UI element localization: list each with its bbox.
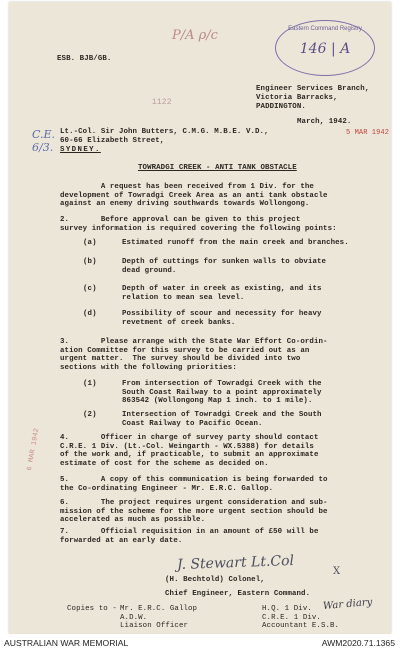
copies-left-list: Mr. E.R.C. Gallop A.D.W. Liaison Officer: [120, 605, 198, 631]
signatory-title: Chief Engineer, Eastern Command.: [165, 590, 311, 598]
registry-stamp: [275, 20, 375, 76]
letter-date: March, 1942.: [297, 118, 352, 126]
item-d-label: (d): [83, 310, 97, 318]
registry-stamp-text: Eastern Command Registry: [288, 26, 362, 32]
paragraph-7: 7. Official requisition in an amount of £50 will be forwarded at an early date.: [60, 528, 319, 545]
file-number: 1122: [152, 98, 172, 107]
paragraph-6: 6. The project requires urgent consideration and sub- mission of the scheme for the more urgent section should be accelerated as much as possible.: [60, 499, 328, 525]
item-b-text: Depth of cuttings for sunken walls to obviate dead ground.: [122, 258, 327, 275]
item-a-label: (a): [83, 239, 97, 247]
subject-heading: TOWRADGI CREEK - ANTI TANK OBSTACLE: [138, 164, 297, 172]
footer-right-text: AWM2020.71.1365: [321, 638, 395, 648]
x-mark: X: [333, 566, 341, 577]
footer-left-text: AUSTRALIAN WAR MEMORIAL: [4, 638, 129, 648]
margin-note: C.E. 6/3.: [32, 128, 56, 154]
addressee-line-2: 60-66 Elizabeth Street,: [60, 137, 165, 145]
addressee-line-3: SYDNEY.: [60, 146, 101, 154]
paragraph-3: 3. Please arrange with the State War Effort Co-ordin- ation Committee for this survey to be carried out as an urgent matter. The survey should be divided into two sections with the following priorities:: [60, 338, 328, 372]
side-date-stamp: 6 MAR 1942: [26, 427, 42, 472]
document-sheet: [9, 2, 391, 634]
handwritten-initials: P/A ρ/c: [172, 28, 218, 43]
section-1-text: From intersection of Towradgi Creek with the South Coast Railway to a point approximately 863542 (Wollongong Map 1 inch. to 1 mile).: [122, 380, 322, 406]
item-b-label: (b): [83, 258, 97, 266]
copies-label: Copies to -: [67, 605, 117, 613]
paragraph-1: A request has been received from 1 Div. for the development of Towradgi Creek Area as an anti tank obstacle against an enemy driving southwards towards Wollongong.: [60, 183, 328, 209]
section-2-label: (2): [83, 411, 97, 419]
registry-stamp-numbers: 146 | A: [299, 41, 351, 57]
handwritten-signature: J. Stewart Lt.Col: [176, 552, 295, 574]
paragraph-5: 5. A copy of this communication is being forwarded to the Co-ordinating Engineer - Mr. E.R.C. Gallop.: [60, 476, 328, 493]
handwritten-diary-note: War diary: [322, 596, 373, 613]
item-c-text: Depth of water in creek as existing, and its relation to mean sea level.: [122, 285, 322, 302]
footer-bar: [0, 634, 400, 653]
addressee-line-1: Lt.-Col. Sir John Butters, C.M.G. M.B.E. V.D.,: [60, 128, 269, 136]
sender-address: Engineer Services Branch, Victoria Barracks, PADDINGTON.: [256, 85, 370, 112]
item-a-text: Estimated runoff from the main creek and branches.: [122, 239, 349, 247]
signatory-name: (H. Bechtold) Colonel,: [165, 576, 265, 584]
item-d-text: Possibility of scour and necessity for heavy revetment of creek banks.: [122, 310, 322, 327]
section-1-label: (1): [83, 380, 97, 388]
paragraph-2: 2. Before approval can be given to this project survey information is required covering the following points:: [60, 216, 337, 233]
reference-number: ESB. BJB/GB.: [57, 55, 112, 63]
section-2-text: Intersection of Towradgi Creek and the South Coast Railway to Pacific Ocean.: [122, 411, 322, 428]
copies-right-list: H.Q. 1 Div. C.R.E. 1 Div. Accountant E.S.B.: [262, 605, 340, 631]
paragraph-4: 4. Officer in charge of survey party should contact C.R.E. 1 Div. (Lt.-Col. Weingarth - WX.5388) for details of the work and, if practicable, to submit an approximate estimate of cost for the scheme as decided on.: [60, 434, 319, 468]
item-c-label: (c): [83, 285, 97, 293]
received-date-stamp: 5 MAR 1942: [346, 129, 390, 137]
